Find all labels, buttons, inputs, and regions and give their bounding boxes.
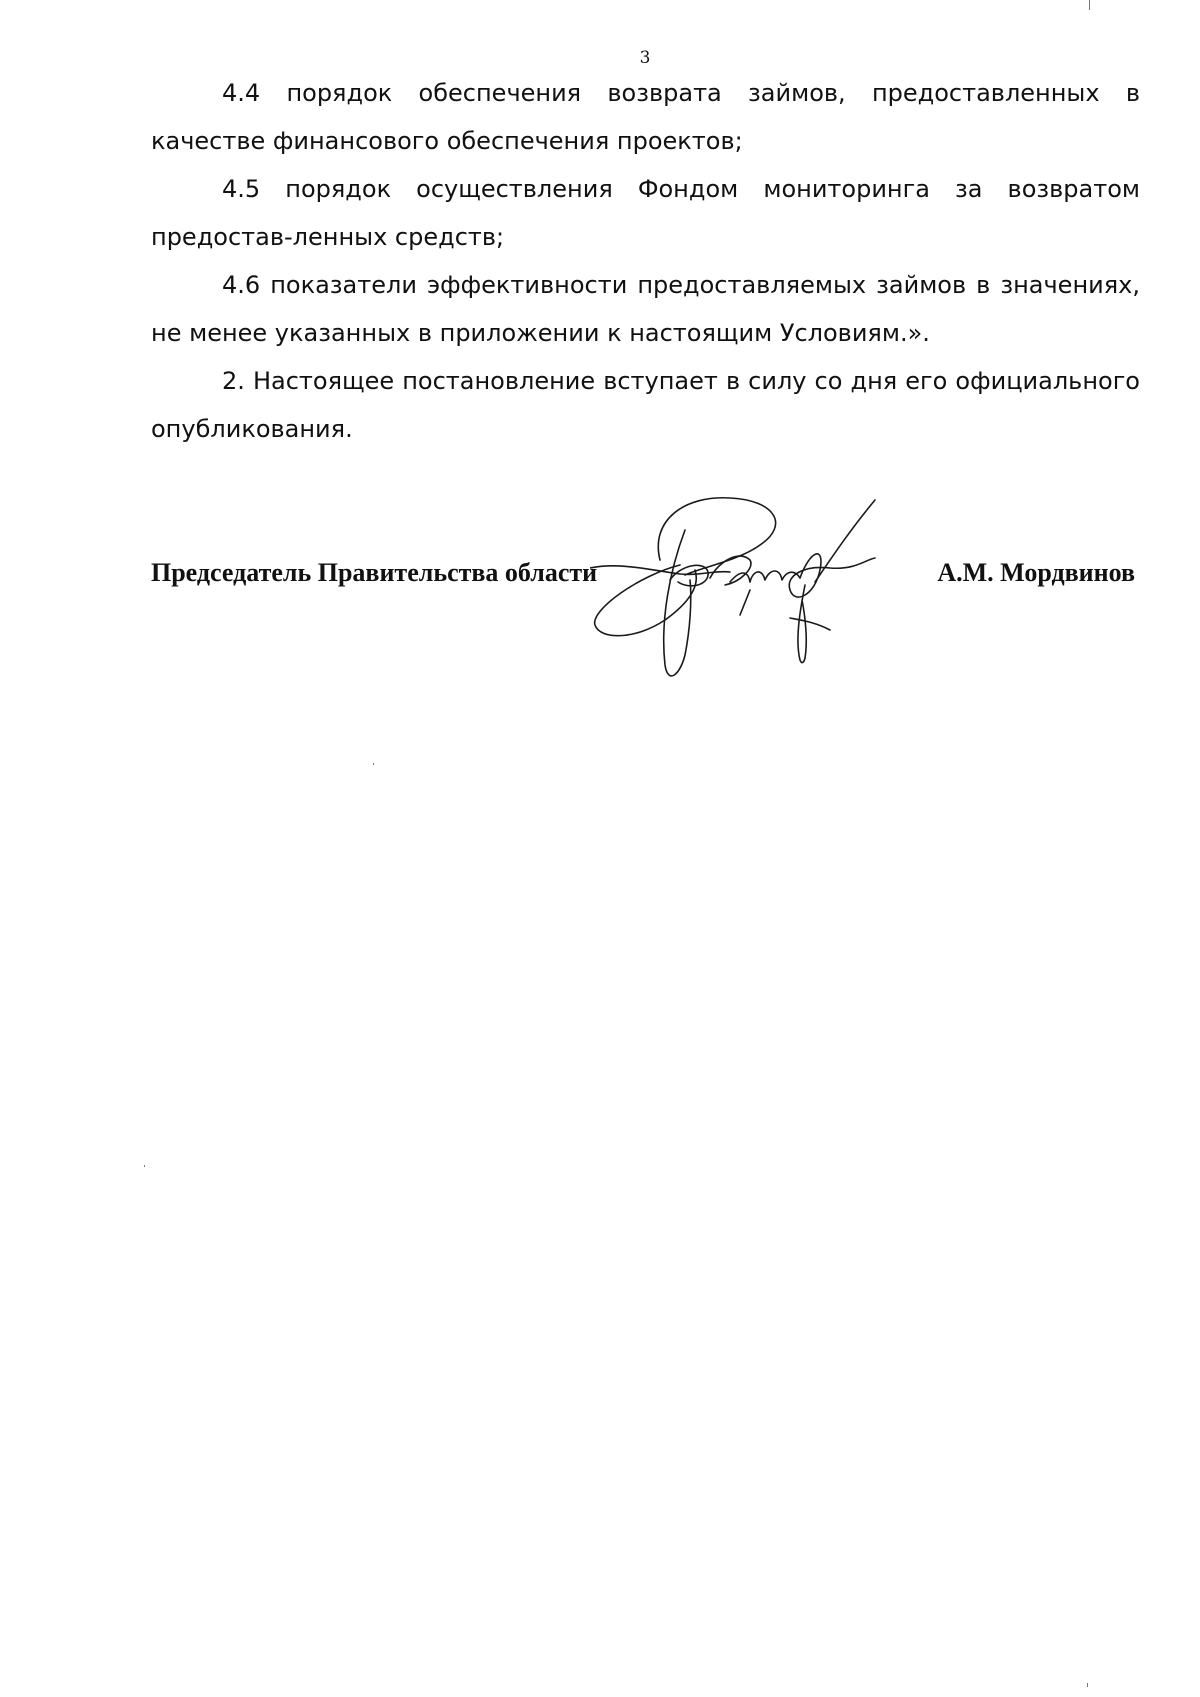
signer-name: А.М. Мордвинов [937,558,1135,587]
paragraph-2: 2. Настоящее постановление вступает в силу со дня его официального опубликования. [151,367,1140,443]
handwritten-signature [590,490,950,690]
paragraph-4-6: 4.6 показатели эффективности предоставляемых займов в значениях, не менее указанных в приложении к настоящим Условиям.». [151,271,1140,347]
paragraph-4-4: 4.4 порядок обеспечения возврата займов, предоставленных в качестве финансового обеспечения проектов; [151,79,1140,155]
document-body [151,69,1140,453]
paragraph-4-5: 4.5 порядок осуществления Фондом мониторинга за возвратом предостав-ленных средств; [151,175,1140,251]
scan-speck [373,763,374,765]
scan-speck [1087,1683,1088,1687]
scan-speck [144,1165,145,1167]
scan-speck [1089,0,1090,10]
signer-title: Председатель Правительства области [151,558,598,587]
page-number: 3 [639,48,651,68]
